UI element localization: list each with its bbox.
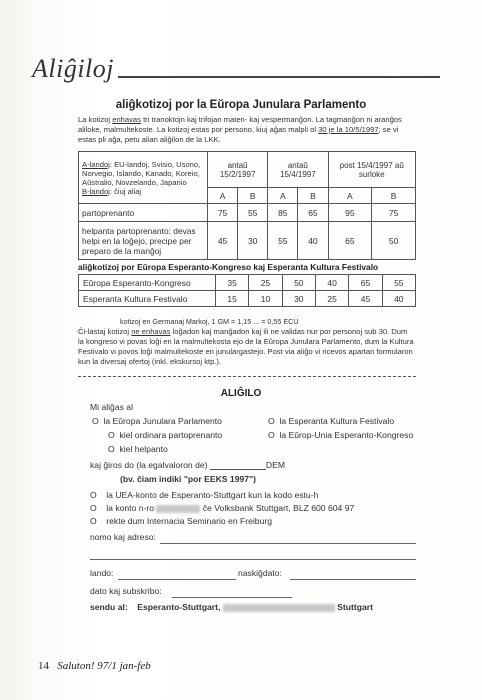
table-row: Eŭropa Esperanto-Kongreso 35 25 50 40 65 55 <box>79 275 416 291</box>
col-group-3: post 15/4/1997 aŭ surloke <box>328 152 416 188</box>
intro-paragraph: La kotizoj enhavas tri tranoktojn kaj trifojan maten- kaj vespermanĝon. La tagmanĝon ni aranĝos aliloke, malmultekoste. La kotizoj estas por persono, kiuj aĝas malpli ol 30 je la 10/5/1997; se vi estas pli aĝa, petu alian aliĝilon de la LKK. <box>78 115 402 144</box>
redacted-address <box>223 604 335 612</box>
country-groups: A-landoj: EU-landoj, Svisio, Usono, Norvegio, Islando, Kanado, Koreio, Aŭstralio, Novzelando, Japanio B-landoj: ĉiuj aliaj <box>79 152 208 204</box>
subhead: B <box>298 188 328 204</box>
option-ejp[interactable]: O la Eŭropa Junulara Parlamento <box>92 416 222 426</box>
currency-note: kotizoj en Germanaj Markoj, 1 GM = 1,15 ... = 0,55 ECU <box>120 317 299 326</box>
table-row: Esperanta Kultura Festivalo 15 10 30 25 45 40 <box>79 291 416 307</box>
option-ordinary[interactable]: O kiel ordinara partoprenanto <box>108 430 223 440</box>
giros-row: kaj ĝiros do (la egalvaloron de) DEM <box>90 460 286 470</box>
congress-table <box>78 274 416 307</box>
date-label: dato kaj subskribo: <box>90 586 162 596</box>
address-field[interactable] <box>90 559 416 560</box>
page-number: 14 <box>38 660 49 672</box>
radio-icon[interactable]: O <box>268 416 275 426</box>
radio-icon[interactable]: O <box>108 444 115 454</box>
magazine-name: Saluton! 97/1 jan-feb <box>57 660 151 672</box>
form-title: ALIĜILO <box>220 388 262 399</box>
section-title: Aliĝiloj <box>32 54 114 83</box>
table-row: partoprenanto 75 55 85 65 95 75 <box>79 204 416 222</box>
subhead: B <box>238 188 268 204</box>
cut-line <box>78 376 416 377</box>
option-eek[interactable]: O la Eŭrop-Unia Esperanto-Kongreso <box>268 430 414 440</box>
birth-field[interactable] <box>290 579 416 580</box>
amount-field[interactable] <box>210 469 266 470</box>
table-row: helpanta partoprenanto: devas helpi en la loĝejo, precipe per preparo de la manĝoj 45 30 55 40 65 50 <box>79 222 416 260</box>
header-rule <box>118 76 440 78</box>
radio-icon[interactable]: O <box>268 430 275 440</box>
signature-field[interactable] <box>172 597 292 598</box>
country-label: lando: <box>90 568 114 578</box>
option-helper[interactable]: O kiel helpanto <box>108 444 168 454</box>
name-field[interactable] <box>160 543 416 544</box>
subhead: A <box>268 188 298 204</box>
pay-option-1[interactable]: O la UEA-konto de Esperanto-Stuttgart kun la kodo estu-h <box>90 490 319 500</box>
col-group-2: antaŭ 15/4/1997 <box>268 152 328 188</box>
subhead: A <box>328 188 372 204</box>
country-field[interactable] <box>118 579 236 580</box>
birth-label: naskiĝdato: <box>238 568 282 578</box>
radio-icon[interactable]: O <box>108 430 115 440</box>
name-label: nomo kaj adreso: <box>90 532 156 542</box>
congress-title: aliĝkotizoj por Eŭropa Esperanto-Kongreso kaj Esperanta Kultura Festivalo <box>78 262 379 272</box>
option-ekf[interactable]: O la Esperanta Kultura Festivalo <box>268 416 395 426</box>
info-paragraph: Ĉi-lastaj kotizoj ne enhavas loĝadon kaj manĝadon kaj ili ne validas nur por personoj sub 30. Dum la kongreso vi povas loĝi en la malmultekosta ejo de la Eŭropa Junulara Parlamento, dum la Kultura Festivalo vi povos loĝi malmultekoste en junulargastejo. Post via aliĝo vi ricevos apartan formularon kun la diversaj ofertoj (inkl. ekskursoj ktp.). <box>78 327 414 366</box>
subhead: B <box>372 188 416 204</box>
mi-aligas-label: Mi aliĝas al <box>90 402 133 412</box>
radio-icon[interactable]: O <box>90 490 97 500</box>
fee-title: aliĝkotizoj por la Eŭropa Junulara Parlamento <box>115 99 367 111</box>
pay-option-2[interactable]: O la konto n-ro ĉe Volksbank Stuttgart, BLZ 600 604 97 <box>90 503 355 513</box>
redacted-account <box>156 505 200 513</box>
subhead: A <box>208 188 238 204</box>
fee-table <box>78 151 416 260</box>
pay-option-3[interactable]: O rekte dum Internacia Seminario en Freiburg <box>90 516 272 526</box>
send-row: sendu al: Esperanto-Stuttgart, Stuttgart <box>90 602 373 612</box>
radio-icon[interactable]: O <box>90 516 97 526</box>
radio-icon[interactable]: O <box>92 416 99 426</box>
radio-icon[interactable]: O <box>90 503 97 513</box>
footer <box>38 660 151 672</box>
bv-note: (bv. ĉiam indiki "por EEKS 1997") <box>120 474 256 484</box>
col-group-1: antaŭ 15/2/1997 <box>208 152 268 188</box>
